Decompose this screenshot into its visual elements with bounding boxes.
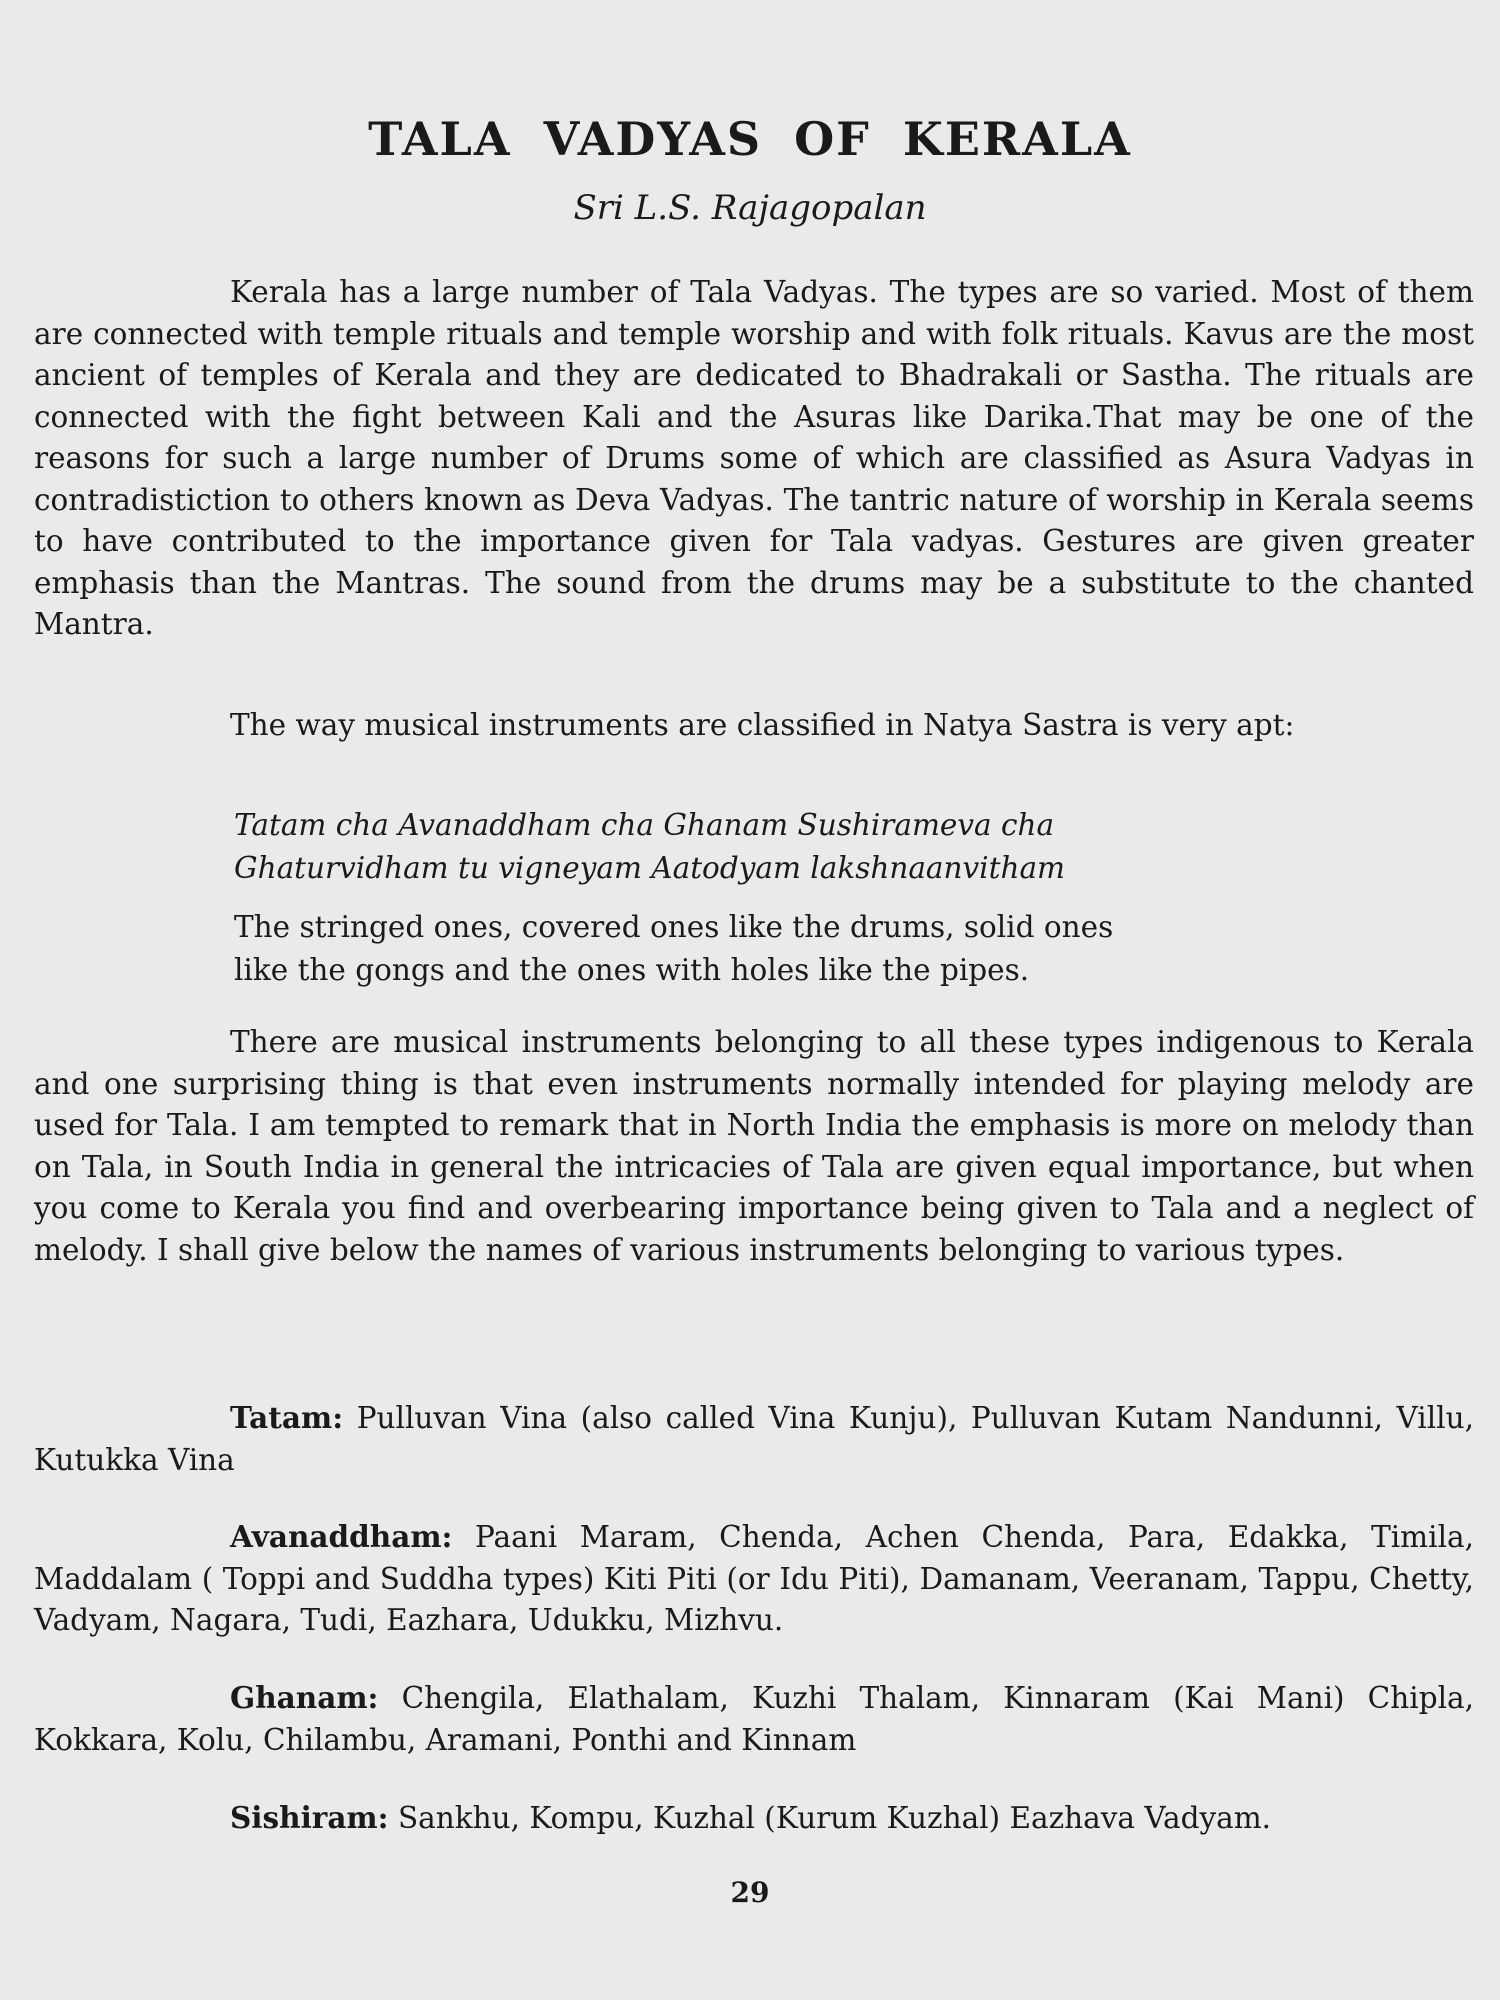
type-term: Tatam:	[230, 1400, 344, 1435]
type-sishiram	[34, 1797, 1474, 1840]
verse-line-2: Ghaturvidham tu vigneyam Aatodyam lakshnaanvitham	[234, 851, 1066, 885]
type-term: Sishiram:	[230, 1800, 389, 1835]
paragraph-intro-text: Kerala has a large number of Tala Vadyas. The types are so varied. Most of them are connected with temple rituals and temple worship and with folk rituals. Kavus are the most ancient of temples of Kerala and they are dedicated to Bhadrakali or Sastha. The rituals are connected with the fight between Kali and the Asuras like Darika.That may be one of the reasons for such a large number of Drums some of which are classified as Asura Vadyas in contradistiction to others known as Deva Vadyas. The tantric nature of worship in Kerala seems to have contributed to the importance given for Tala vadyas. Gestures are given greater emphasis than the Mantras. The sound from the drums may be a substitute to the chanted Mantra.	[34, 275, 1474, 641]
paragraph-classification	[34, 705, 1474, 747]
type-instruments: Sankhu, Kompu, Kuzhal (Kurum Kuzhal) Eazhava Vadyam.	[397, 1801, 1272, 1835]
type-tatam	[34, 1397, 1474, 1481]
translation-line-2: like the gongs and the ones with holes like the pipes.	[234, 953, 1030, 987]
type-ghanam	[34, 1677, 1474, 1761]
paragraph-melody	[34, 1022, 1474, 1271]
type-term: Avanaddham:	[230, 1519, 453, 1554]
verse-translation	[234, 906, 1354, 992]
paragraph-melody-text: There are musical instruments belonging to all these types indigenous to Kerala and one surprising thing is that even instruments normally intended for playing melody are used for Tala. I am tempted to remark that in North India the emphasis is more on melody than on Tala, in South India in general the intricacies of Tala are given equal importance, but when you come to Kerala you find and overbearing importance being given to Tala and a neglect of melody. I shall give below the names of various instruments belonging to various types.	[34, 1025, 1474, 1267]
type-instruments: Chengila, Elathalam, Kuzhi Thalam, Kinnaram (Kai Mani) Chipla, Kokkara, Kolu, Chilambu, Aramani, Ponthi and Kinnam	[34, 1681, 1474, 1757]
type-term: Ghanam:	[230, 1680, 379, 1715]
type-avanaddham	[34, 1516, 1474, 1642]
paragraph-classification-text: The way musical instruments are classified in Natya Sastra is very apt:	[230, 708, 1295, 742]
type-instruments: Pulluvan Vina (also called Vina Kunju), Pulluvan Kutam Nandunni, Villu, Kutukka Vina	[34, 1401, 1474, 1477]
translation-line-1: The stringed ones, covered ones like the drums, solid ones	[234, 910, 1114, 944]
paragraph-intro	[34, 272, 1474, 646]
type-instruments: Paani Maram, Chenda, Achen Chenda, Para, Edakka, Timila, Maddalam ( Toppi and Suddha types) Kiti Piti (or Idu Piti), Damanam, Veeranam, Tappu, Chetty, Vadyam, Nagara, Tudi, Eazhara, Udukku, Mizhvu.	[34, 1520, 1474, 1637]
sanskrit-verse	[234, 804, 1334, 890]
article-author: Sri L.S. Rajagopalan	[573, 188, 927, 228]
verse-line-1: Tatam cha Avanaddham cha Ghanam Sushirameva cha	[234, 808, 1055, 842]
article-title: TALA VADYAS OF KERALA	[368, 112, 1132, 166]
page-number: 29	[730, 1876, 770, 1909]
